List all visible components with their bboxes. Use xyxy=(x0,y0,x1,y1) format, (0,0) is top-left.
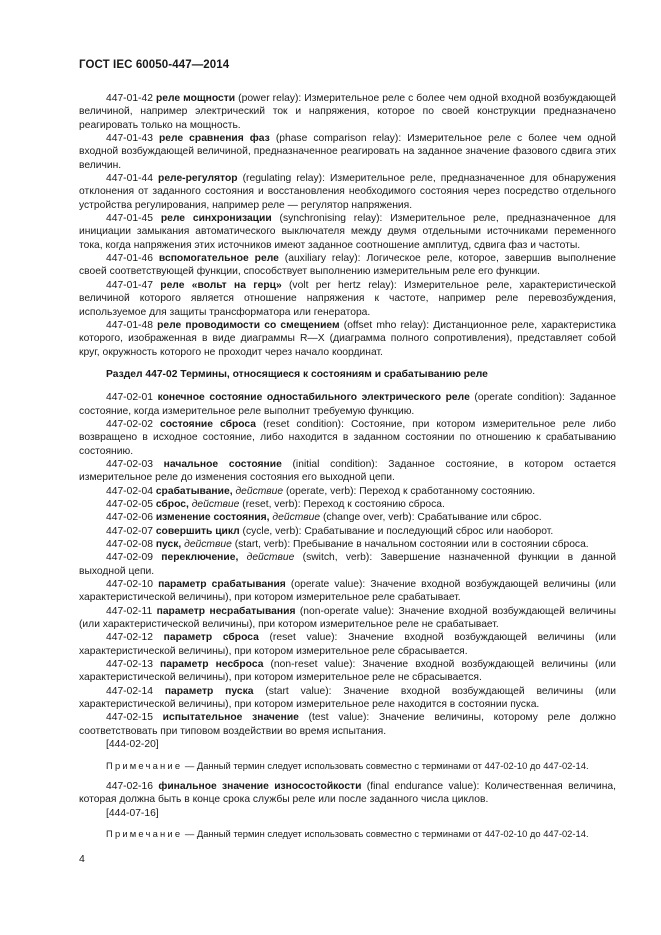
term-number: 447-02-05 xyxy=(106,498,153,510)
term-name: пуск, xyxy=(155,539,182,550)
note-text: — Данный термин следует использовать совместно с терминами от 447-02-10 до 447-02-14. xyxy=(182,759,589,771)
term-entry-447-01-46 xyxy=(79,252,616,279)
term-name: реле-регулятор xyxy=(158,173,238,185)
term-name: финальное значение износостойкости xyxy=(158,781,362,792)
term-definition: (start, verb): Пребывание в начальном состоянии или в состоянии сброса. xyxy=(231,539,589,550)
term-definition: (operate, verb): Переход к сработанному состоянию. xyxy=(283,485,536,497)
term-entry-447-02-03 xyxy=(79,458,616,485)
term-entry-447-02-05 xyxy=(79,498,616,511)
term-number: 447-02-06 xyxy=(106,512,153,524)
term-entry-447-01-47 xyxy=(79,279,616,319)
term-name: реле сравнения фаз xyxy=(159,133,270,145)
term-definition: (synchronising relay): Измерительное реле, предназначенное для инициации замыкания автоматического выключателя между двумя отдельными источниками переменного тока, когда напряжения этих источников имеют заданное соотношение амплитуд, сдвига фаз и частоты. xyxy=(79,213,616,251)
term-name: состояние сброса xyxy=(160,418,256,430)
term-name: параметр сброса xyxy=(163,632,259,644)
term-qualifier: действие xyxy=(191,498,240,510)
term-entry-447-02-13 xyxy=(79,658,616,685)
term-definition: (reset condition): Состояние, при котором измерительное реле либо возвращено в исходное состояние, либо находится в заданном состоянии по отношению к срабатыванию состоянию. xyxy=(79,418,616,457)
note-label: Примечание xyxy=(106,828,183,840)
term-name: параметр несброса xyxy=(160,659,264,671)
term-name: параметр несрабатывания xyxy=(156,605,296,617)
term-definition: (switch, verb): Завершение назначенной функции в данной выходной цепи. xyxy=(79,552,616,577)
term-entry-447-02-08 xyxy=(79,538,616,551)
term-number: 447-02-10 xyxy=(106,579,153,591)
note xyxy=(79,828,616,841)
term-number: 447-02-09 xyxy=(106,552,153,564)
term-entry-447-02-16 xyxy=(79,780,616,807)
term-entry-447-02-09 xyxy=(79,551,616,578)
term-name: параметр пуска xyxy=(164,685,254,697)
term-entry-447-01-43 xyxy=(79,132,616,172)
term-number: 447-02-03 xyxy=(106,458,153,470)
source-reference: [444-07-16] xyxy=(106,807,159,819)
term-definition: (operate value): Значение входной возбуждающей величины (или характеристической величины), при котором измерительное реле срабатывает. xyxy=(79,579,616,604)
term-name: конечное состояние одностабильного электрического реле xyxy=(157,392,470,404)
term-number: 447-01-42 xyxy=(106,93,153,104)
term-number: 447-02-16 xyxy=(106,781,153,792)
source-reference: [444-02-20] xyxy=(106,739,159,751)
term-entry-447-02-10 xyxy=(79,578,616,605)
term-entry-447-02-02 xyxy=(79,418,616,458)
term-definition: (test value): Значение величины, которому реле должно соответствовать при типовом воздействии во время испытания. xyxy=(79,712,616,737)
term-number: 447-01-46 xyxy=(106,253,153,265)
document-body xyxy=(79,92,616,849)
term-number: 447-02-02 xyxy=(106,418,153,430)
term-number: 447-02-01 xyxy=(106,392,153,404)
term-qualifier: действие xyxy=(184,539,232,550)
term-entry-447-02-04 xyxy=(79,485,616,498)
term-number: 447-02-13 xyxy=(106,659,153,671)
term-name: срабатывание, xyxy=(155,485,233,497)
term-number: 447-01-45 xyxy=(106,213,153,225)
term-entry-447-01-45 xyxy=(79,212,616,252)
term-definition: (regulating relay): Измерительное реле, предназначенное для обнаружения отклонения от заданного состояния и восстановления необходимого состояния через посредство отдельного устройства регулирования, например реле — регулятор напряжения. xyxy=(79,173,616,211)
term-name: реле синхронизации xyxy=(160,213,272,225)
note-label: Примечание xyxy=(106,759,183,771)
term-definition: (non-reset value): Значение входной возбуждающей величины (или характеристической величины), при котором измерительное реле не сбрасывается. xyxy=(79,659,616,684)
page-number: 4 xyxy=(79,853,85,865)
note xyxy=(79,760,616,773)
term-definition: (offset mho relay): Дистанционное реле, характеристика которого, изображенная в виде диаграммы R—X (диаграмма полного сопротивления), представляет собой круг, окружность которого не проходит через начало координат. xyxy=(79,319,616,358)
term-entry-447-02-07 xyxy=(79,525,616,538)
section-title: Раздел 447-02 Термины, относящиеся к состояниям и срабатыванию реле xyxy=(106,368,488,380)
term-definition: (power relay): Измерительное реле с более чем одной входной возбуждающей величиной, например электрический ток и напряжения, которое по своей конструкции предназначено реагировать только на мощность. xyxy=(79,93,616,131)
term-name: реле мощности xyxy=(156,93,236,104)
term-number: 447-02-04 xyxy=(106,485,153,497)
term-qualifier: действие xyxy=(235,485,284,497)
term-qualifier: действие xyxy=(246,552,295,564)
term-definition: (auxiliary relay): Логическое реле, которое, завершив выполнение своей соответствующей функции, способствует выполнению измерительным реле его функции. xyxy=(79,253,616,278)
term-number: 447-01-44 xyxy=(106,173,153,185)
term-qualifier: действие xyxy=(272,512,321,524)
standard-header: ГОСТ IEC 60050-447—2014 xyxy=(79,59,230,71)
term-name: реле «вольт на герц» xyxy=(160,279,282,291)
term-entry-447-01-48 xyxy=(79,319,616,359)
term-name: вспомогательное реле xyxy=(158,253,279,265)
term-entry-447-02-11 xyxy=(79,605,616,632)
term-name: начальное состояние xyxy=(163,458,282,470)
term-number: 447-01-47 xyxy=(106,279,153,291)
term-definition: (final endurance value): Количественная величина, которая должна быть в конце срока службы реле или после заданного числа циклов. xyxy=(79,781,616,806)
term-entry-447-02-01 xyxy=(79,391,616,418)
term-number: 447-02-12 xyxy=(106,632,153,644)
term-definition: (change over, verb): Срабатывание или сброс. xyxy=(320,512,542,524)
term-name: параметр срабатывания xyxy=(158,579,286,591)
term-name: сброс, xyxy=(155,498,189,510)
term-entry-447-02-12 xyxy=(79,631,616,658)
term-entry-447-02-14 xyxy=(79,685,616,712)
term-definition: (volt per hertz relay): Измерительное реле, характеристической величиной которого является отношение напряжения к частоте, например реле перевозбуждения, используемое для защиты трансформатора или генератора. xyxy=(79,279,616,318)
term-number: 447-01-48 xyxy=(106,319,153,331)
term-name: реле проводимости со смещением xyxy=(157,319,340,331)
term-entry-447-01-42 xyxy=(79,92,616,132)
term-definition: (operate condition): Заданное состояние, когда измерительное реле выполнит требуемую функцию. xyxy=(79,392,616,417)
note-text: — Данный термин следует использовать совместно с терминами от 447-02-10 до 447-02-14. xyxy=(182,828,589,840)
term-entry-447-02-06 xyxy=(79,511,616,524)
term-definition: (reset value): Значение входной возбуждающей величины (или характеристической величины), при котором измерительное реле сбрасывается. xyxy=(79,632,616,657)
term-name: переключение, xyxy=(161,552,239,564)
term-entry-447-01-44 xyxy=(79,172,616,212)
term-definition: (phase comparison relay): Измерительное реле с более чем одной входной возбуждающей величиной, предназначенное реагировать на заданное значение фазового сдвига этих величин. xyxy=(79,133,616,171)
term-number: 447-02-15 xyxy=(106,712,153,724)
term-name: испытательное значение xyxy=(162,712,299,724)
term-definition: (start value): Значение входной возбуждающей величины (или характеристической величины), при котором измерительное реле находится в состоянии пуска. xyxy=(79,685,616,711)
term-name: изменение состояния, xyxy=(155,512,270,524)
term-definition: (cycle, verb): Срабатывание и последующий сброс или наоборот. xyxy=(239,525,554,537)
term-entry-447-02-15 xyxy=(79,711,616,738)
term-number: 447-01-43 xyxy=(106,133,153,145)
term-number: 447-02-07 xyxy=(106,525,153,537)
term-number: 447-02-11 xyxy=(106,605,153,617)
term-definition: (reset, verb): Переход к состоянию сброса. xyxy=(239,498,445,510)
term-number: 447-02-14 xyxy=(106,685,153,697)
term-definition: (initial condition): Заданное состояние, в котором остается измерительное реле до изменения состояния его выходной цепи. xyxy=(79,458,616,484)
term-definition: (non-operate value): Значение входной возбуждающей величины (или характеристической величины), при котором измерительное реле не срабатывает. xyxy=(79,605,616,631)
term-name: совершить цикл xyxy=(155,525,240,537)
term-number: 447-02-08 xyxy=(106,539,153,550)
